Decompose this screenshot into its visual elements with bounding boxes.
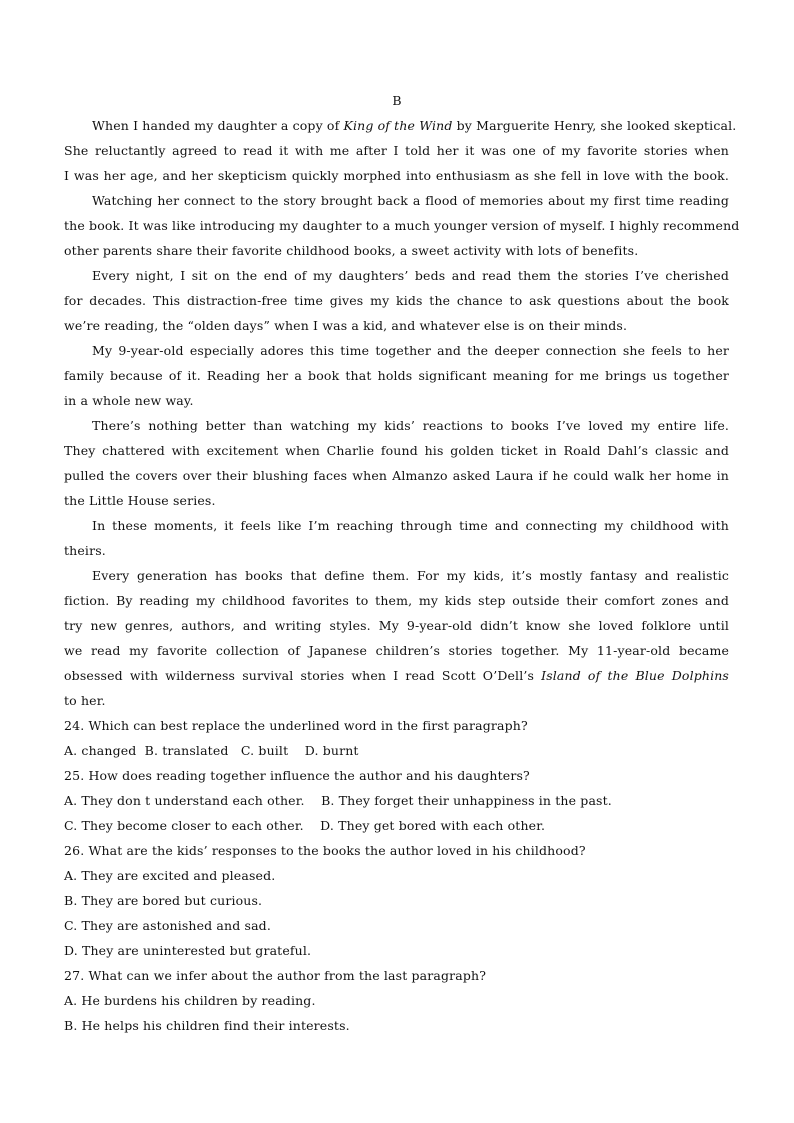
text-run: obsessed with wilderness survival stories when I read Scott O’Dell’s xyxy=(64,668,542,683)
passage-line xyxy=(92,118,737,134)
passage-line: She reluctantly agreed to read it with me after I told her it was one of my favorite stories when xyxy=(64,143,729,158)
question-27-option-b: B. He helps his children find their interests. xyxy=(64,1018,350,1033)
question-24-stem: 24. Which can best replace the underlined word in the first paragraph? xyxy=(64,718,528,733)
question-25-options-row: C. They become closer to each other. D. They get bored with each other. xyxy=(64,818,546,833)
text-run: by Marguerite Henry, she looked skeptical. xyxy=(452,118,737,133)
passage-line: There’s nothing better than watching my kids’ reactions to books I’ve loved my entire life. xyxy=(92,418,729,433)
section-label: B xyxy=(392,93,402,108)
question-27-option-a: A. He burdens his children by reading. xyxy=(64,993,316,1008)
question-26-option-d: D. They are uninterested but grateful. xyxy=(64,943,312,958)
passage-line: I was her age, and her skepticism quickly morphed into enthusiasm as she fell in love with the book. xyxy=(64,168,729,183)
passage-line: Every night, I sit on the end of my daughters’ beds and read them the stories I’ve cherished xyxy=(92,268,729,283)
passage-line: try new genres, authors, and writing styles. My 9-year-old didn’t know she loved folklore until xyxy=(64,618,729,633)
question-26-option-a: A. They are excited and pleased. xyxy=(64,868,276,883)
passage-line: Every generation has books that define them. For my kids, it’s mostly fantasy and realistic xyxy=(92,568,729,583)
passage-line xyxy=(64,668,729,684)
question-24-options: A. changed B. translated C. built D. burnt xyxy=(64,743,359,758)
question-27-stem: 27. What can we infer about the author from the last paragraph? xyxy=(64,968,487,983)
passage-line: to her. xyxy=(64,693,106,708)
question-26-option-c: C. They are astonished and sad. xyxy=(64,918,271,933)
text-run: When I handed my daughter a copy of xyxy=(92,118,344,133)
book-title-king-of-the-wind: King of the Wind xyxy=(343,118,453,133)
passage-line: Watching her connect to the story brought back a flood of memories about my first time reading xyxy=(92,193,729,208)
question-26-option-b: B. They are bored but curious. xyxy=(64,893,263,908)
passage-line: other parents share their favorite childhood books, a sweet activity with lots of benefits. xyxy=(64,243,639,258)
passage-line: fiction. By reading my childhood favorites to them, my kids step outside their comfort zones and xyxy=(64,593,729,608)
passage-line: the book. It was like introducing my daughter to a much younger version of myself. I highly recommend xyxy=(64,218,740,233)
passage-line: for decades. This distraction-free time gives my kids the chance to ask questions about the book xyxy=(64,293,729,308)
question-25-options-row: A. They don t understand each other. B. They forget their unhappiness in the past. xyxy=(64,793,612,808)
passage-line: theirs. xyxy=(64,543,106,558)
passage-line: the Little House series. xyxy=(64,493,216,508)
passage-line: In these moments, it feels like I’m reaching through time and connecting my childhood with xyxy=(92,518,729,533)
passage-line: in a whole new way. xyxy=(64,393,194,408)
passage-line: we’re reading, the “olden days” when I was a kid, and whatever else is on their minds. xyxy=(64,318,628,333)
passage-line: They chattered with excitement when Charlie found his golden ticket in Roald Dahl’s classic and xyxy=(64,443,729,458)
book-title-island-of-the-blue-dolphins: Island of the Blue Dolphins xyxy=(541,668,730,683)
passage-line: we read my favorite collection of Japanese children’s stories together. My 11-year-old became xyxy=(64,643,729,658)
passage-line: family because of it. Reading her a book that holds significant meaning for me brings us together xyxy=(64,368,729,383)
question-25-stem: 25. How does reading together influence the author and his daughters? xyxy=(64,768,530,783)
passage-line: My 9-year-old especially adores this time together and the deeper connection she feels to her xyxy=(92,343,729,358)
question-26-stem: 26. What are the kids’ responses to the books the author loved in his childhood? xyxy=(64,843,586,858)
passage-line: pulled the covers over their blushing faces when Almanzo asked Laura if he could walk her home in xyxy=(64,468,729,483)
